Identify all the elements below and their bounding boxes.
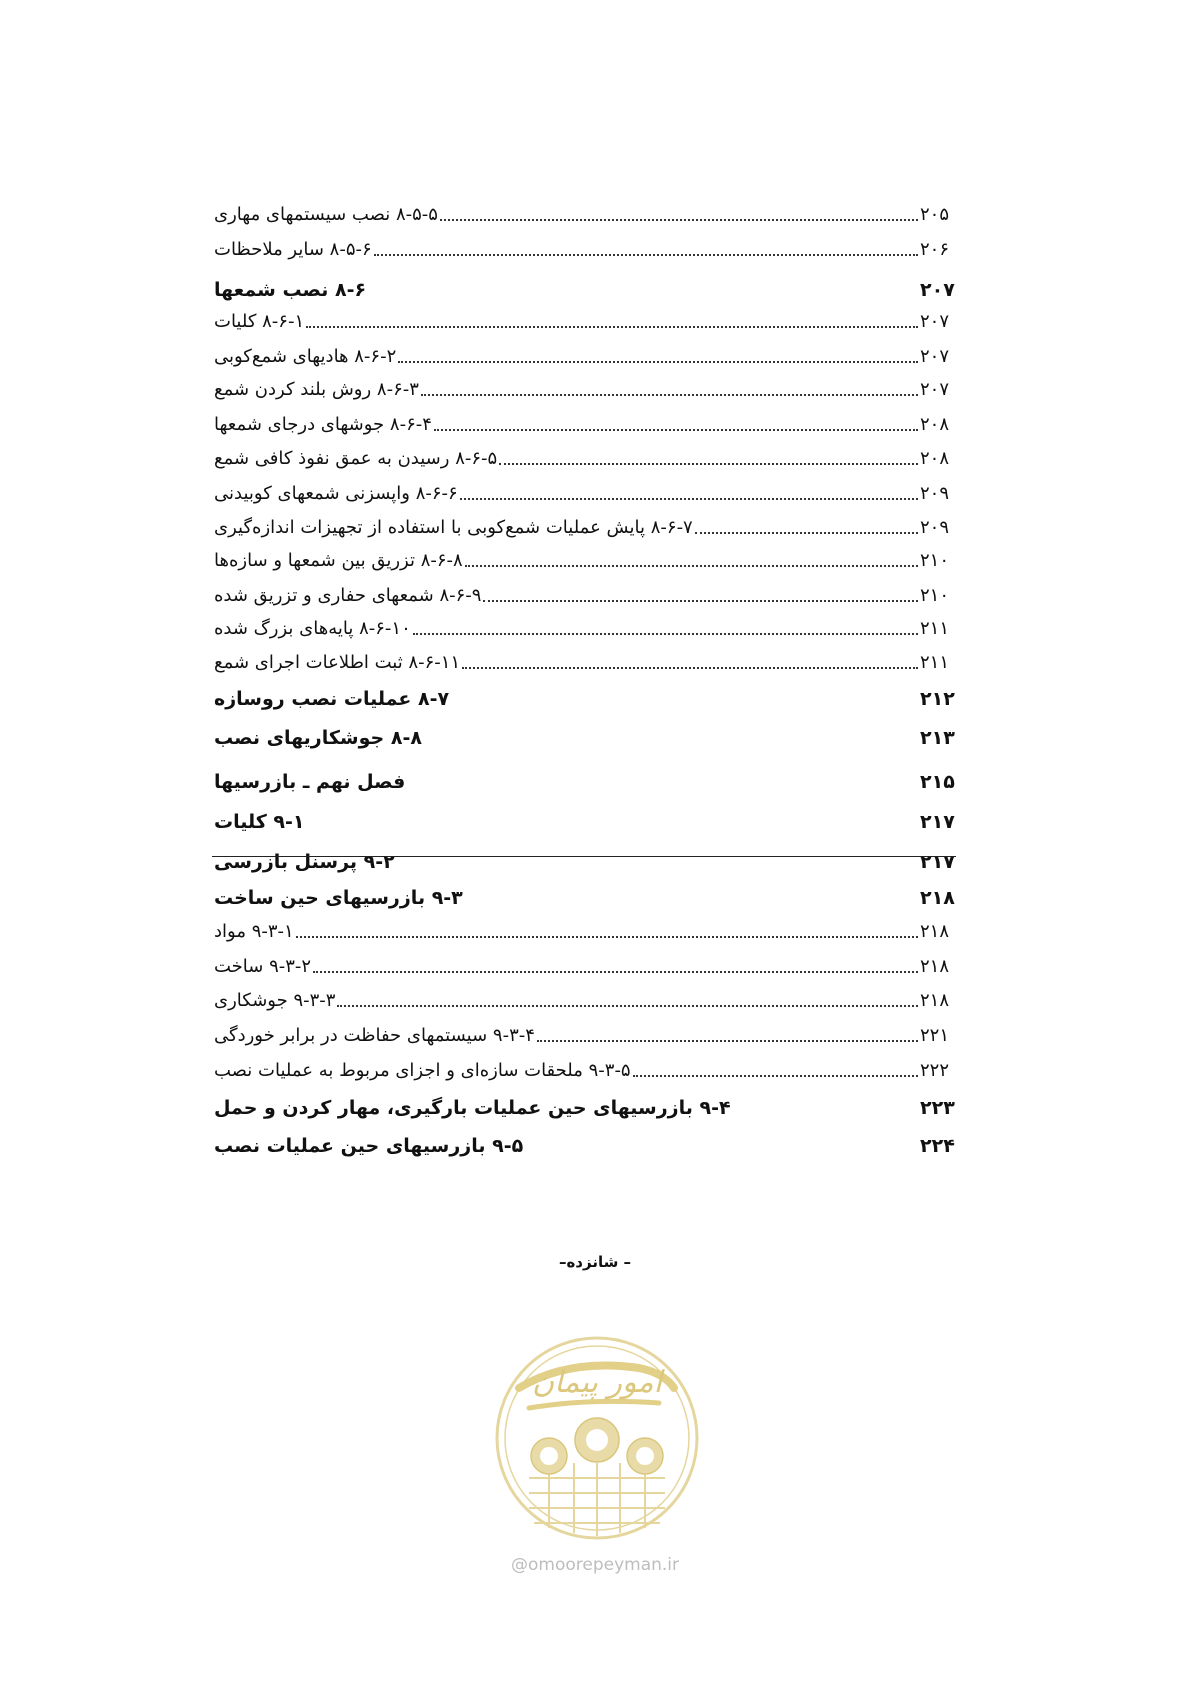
toc-entry-title: ۹-۳-۱ مواد [214,920,294,942]
toc-entry-title: ۹-۳-۴ سیستمهای حفاظت در برابر خوردگی [214,1024,535,1046]
toc-entry-page: ۲۱۵ [920,771,955,793]
toc-entry-page: ۲۱۸ [920,920,950,942]
toc-entry-title: ۸-۶-۱ کلیات [214,310,305,332]
toc-leader-dots [374,236,918,256]
toc-entry-title: ۹-۳-۵ ملحقات سازه‌ای و اجزای مربوط به عملیات نصب [214,1059,631,1081]
toc-leader-dots [451,687,918,705]
toc-entry [212,542,956,578]
toc-entry [212,644,956,680]
toc-entry [212,509,956,545]
toc-entry [212,880,956,916]
toc-entry [212,231,956,267]
toc-leader-dots [398,343,918,363]
toc-entry-title: ۸-۶-۷ پایش عملیات شمع‌کوبی با استفاده از تجهیزات اندازه‌گیری [214,516,693,538]
toc-entry [212,338,956,374]
toc-entry-title: ۹-۳ بازرسیهای حین ساخت [214,887,463,909]
toc-entry-page: ۲۱۳ [920,727,955,749]
toc-entry [212,720,956,756]
toc-entry [212,371,956,407]
toc-entry-page: ۲۱۰ [920,549,950,571]
toc-entry-title: ۸-۶-۶ واپسزنی شمعهای کوبیدنی [214,482,458,504]
page-number-footer: – شانزده– [558,1253,632,1271]
toc-entry-title: ۸-۵-۶ سایر ملاحظات [214,238,372,260]
toc-entry-page: ۲۱۷ [920,811,955,833]
toc-entry-title: ۸-۶-۹ شمعهای حفاری و تزریق شده [214,584,482,606]
toc-entry [212,982,956,1018]
toc-leader-dots [537,1022,918,1042]
toc-entry [212,577,956,613]
toc-leader-dots [397,850,918,868]
toc-entry [212,764,956,800]
toc-leader-dots [483,582,918,602]
seal-logo-text: امور پیمان [532,1365,662,1400]
toc-entry [212,804,956,840]
toc-leader-dots [434,411,918,431]
toc-entry-title: ۹-۴ بازرسیهای حین عملیات بارگیری، مهار کردن و حمل [214,1097,731,1119]
toc-entry [212,1128,956,1164]
toc-leader-dots [465,886,918,904]
toc-leader-dots [424,726,918,744]
toc-entry-title: ۹-۳-۲ ساخت [214,955,312,977]
toc-entry [212,196,956,232]
toc-entry [212,1090,956,1126]
toc-leader-dots [307,810,919,828]
toc-entry [212,406,956,442]
toc-entry [212,1052,956,1088]
toc-leader-dots [462,649,918,669]
toc-entry [212,440,956,476]
toc-entry-page: ۲۱۱ [920,651,950,673]
toc-entry-title: ۸-۶ نصب شمعها [214,279,367,301]
toc-leader-dots [695,514,918,534]
toc-leader-dots [440,201,918,221]
toc-entry-page: ۲۰۷ [920,345,950,367]
toc-entry-page: ۲۰۷ [920,279,955,301]
toc-entry-page: ۲۱۷ [920,851,955,873]
toc-entry-page: ۲۱۰ [920,584,950,606]
toc-entry [212,1017,956,1053]
toc-entry-page: ۲۰۸ [920,447,950,469]
toc-entry-title: ۸-۶-۴ جوشهای درجای شمعها [214,413,432,435]
toc-entry-title: ۸-۶-۵ رسیدن به عمق نفوذ کافی شمع [214,447,498,469]
toc-leader-dots [296,918,918,938]
toc-leader-dots [407,770,918,788]
toc-leader-dots [633,1057,918,1077]
toc-entry-title: فصل نهم ـ بازرسیها [214,771,406,793]
toc-entry-title: ۸-۸ جوشکاریهای نصب [214,727,422,749]
toc-entry [212,610,956,646]
toc-leader-dots [306,308,918,328]
toc-entry-title: ۹-۲ پرسنل بازرسی [214,851,395,873]
toc-entry-page: ۲۱۲ [920,688,955,710]
toc-entry [212,844,956,880]
toc-entry-title: ۸-۶-۲ هادیهای شمع‌کوبی [214,345,397,367]
toc-leader-dots [465,547,918,567]
toc-entry-page: ۲۰۷ [920,310,950,332]
toc-entry [212,475,956,511]
toc-entry-title: ۸-۵-۵ نصب سیستمهای مهاری [214,203,438,225]
toc-entry-title: ۸-۶-۳ روش بلند کردن شمع [214,378,419,400]
toc-entry-page: ۲۰۶ [920,238,950,260]
toc-leader-dots [733,1096,918,1114]
toc-leader-dots [368,278,918,296]
toc-entry [212,913,956,949]
toc-entry-page: ۲۱۸ [920,887,955,909]
toc-entry-title: ۸-۶-۱۰ پایه‌های بزرگ شده [214,617,411,639]
toc-entry-title: ۸-۶-۸ تزریق بین شمعها و سازه‌ها [214,549,463,571]
toc-leader-dots [499,445,918,465]
seal-caption: @omoorepeyman.ir [510,1555,680,1575]
chapter-divider [212,856,956,857]
toc-entry-page: ۲۲۳ [920,1097,955,1119]
toc-entry [212,303,956,339]
toc-entry-page: ۲۱۸ [920,955,950,977]
toc-entry-page: ۲۰۵ [920,203,950,225]
toc-entry-page: ۲۰۹ [920,516,950,538]
toc-entry-page: ۲۰۷ [920,378,950,400]
toc-leader-dots [413,615,918,635]
toc-leader-dots [421,376,918,396]
toc-entry-title: ۹-۱ کلیات [214,811,305,833]
toc-entry-title: ۸-۷ عملیات نصب روسازه [214,688,450,710]
toc-entry-title: ۸-۶-۱۱ ثبت اطلاعات اجرای شمع [214,651,461,673]
toc-entry-page: ۲۲۴ [920,1135,955,1157]
toc-leader-dots [313,953,918,973]
toc-entry [212,681,956,717]
toc-entry-page: ۲۰۹ [920,482,950,504]
toc-entry-page: ۲۲۱ [920,1024,950,1046]
toc-entry-title: ۹-۳-۳ جوشکاری [214,989,336,1011]
toc-leader-dots [525,1134,918,1152]
toc-entry-page: ۲۱۱ [920,617,950,639]
watermark-seal [489,1328,705,1548]
toc-leader-dots [337,987,918,1007]
toc-leader-dots [460,480,918,500]
toc-entry-page: ۲۲۲ [920,1059,950,1081]
toc-entry-page: ۲۱۸ [920,989,950,1011]
toc-entry [212,948,956,984]
toc-entry-page: ۲۰۸ [920,413,950,435]
toc-entry-title: ۹-۵ بازرسیهای حین عملیات نصب [214,1135,524,1157]
